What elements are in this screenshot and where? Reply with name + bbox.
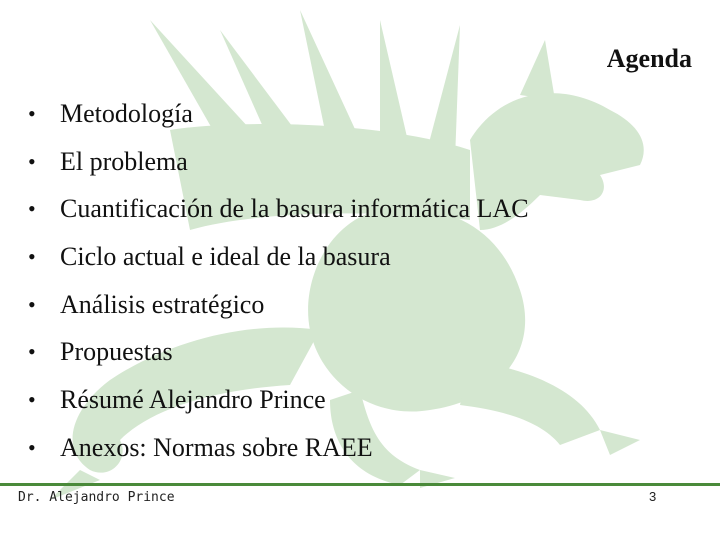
agenda-item [24,140,529,188]
agenda-item-label: Ciclo actual e ideal de la basura [60,242,391,272]
agenda-item [24,330,529,378]
agenda-item-label: Cuantificación de la basura informática LAC [60,194,529,224]
bullet-icon: • [28,101,36,126]
agenda-item [24,283,529,331]
agenda-list [24,92,529,474]
agenda-item-label: Propuestas [60,337,173,367]
bullet-icon: • [28,196,36,222]
footer-divider [0,483,720,486]
agenda-item-label: El problema [60,146,188,176]
agenda-item-label: Anexos: Normas sobre RAEE [60,432,373,462]
bullet-icon: • [28,148,36,174]
bullet-icon: • [28,339,36,365]
footer-author: Dr. Alejandro Prince [18,490,175,505]
agenda-item [24,92,529,140]
bullet-icon: • [28,244,36,270]
agenda-item [24,235,529,283]
agenda-item-label: Análisis estratégico [60,289,265,319]
bullet-icon: • [28,434,36,460]
agenda-item [24,426,529,474]
bullet-icon: • [28,291,36,317]
agenda-item-label: Résumé Alejandro Prince [60,385,326,415]
agenda-item [24,378,529,426]
agenda-item-label: Metodología [60,99,193,128]
slide-title: Agenda [606,44,692,73]
agenda-item [24,187,529,235]
page-number: 3 [649,489,657,504]
bullet-icon: • [28,387,36,413]
